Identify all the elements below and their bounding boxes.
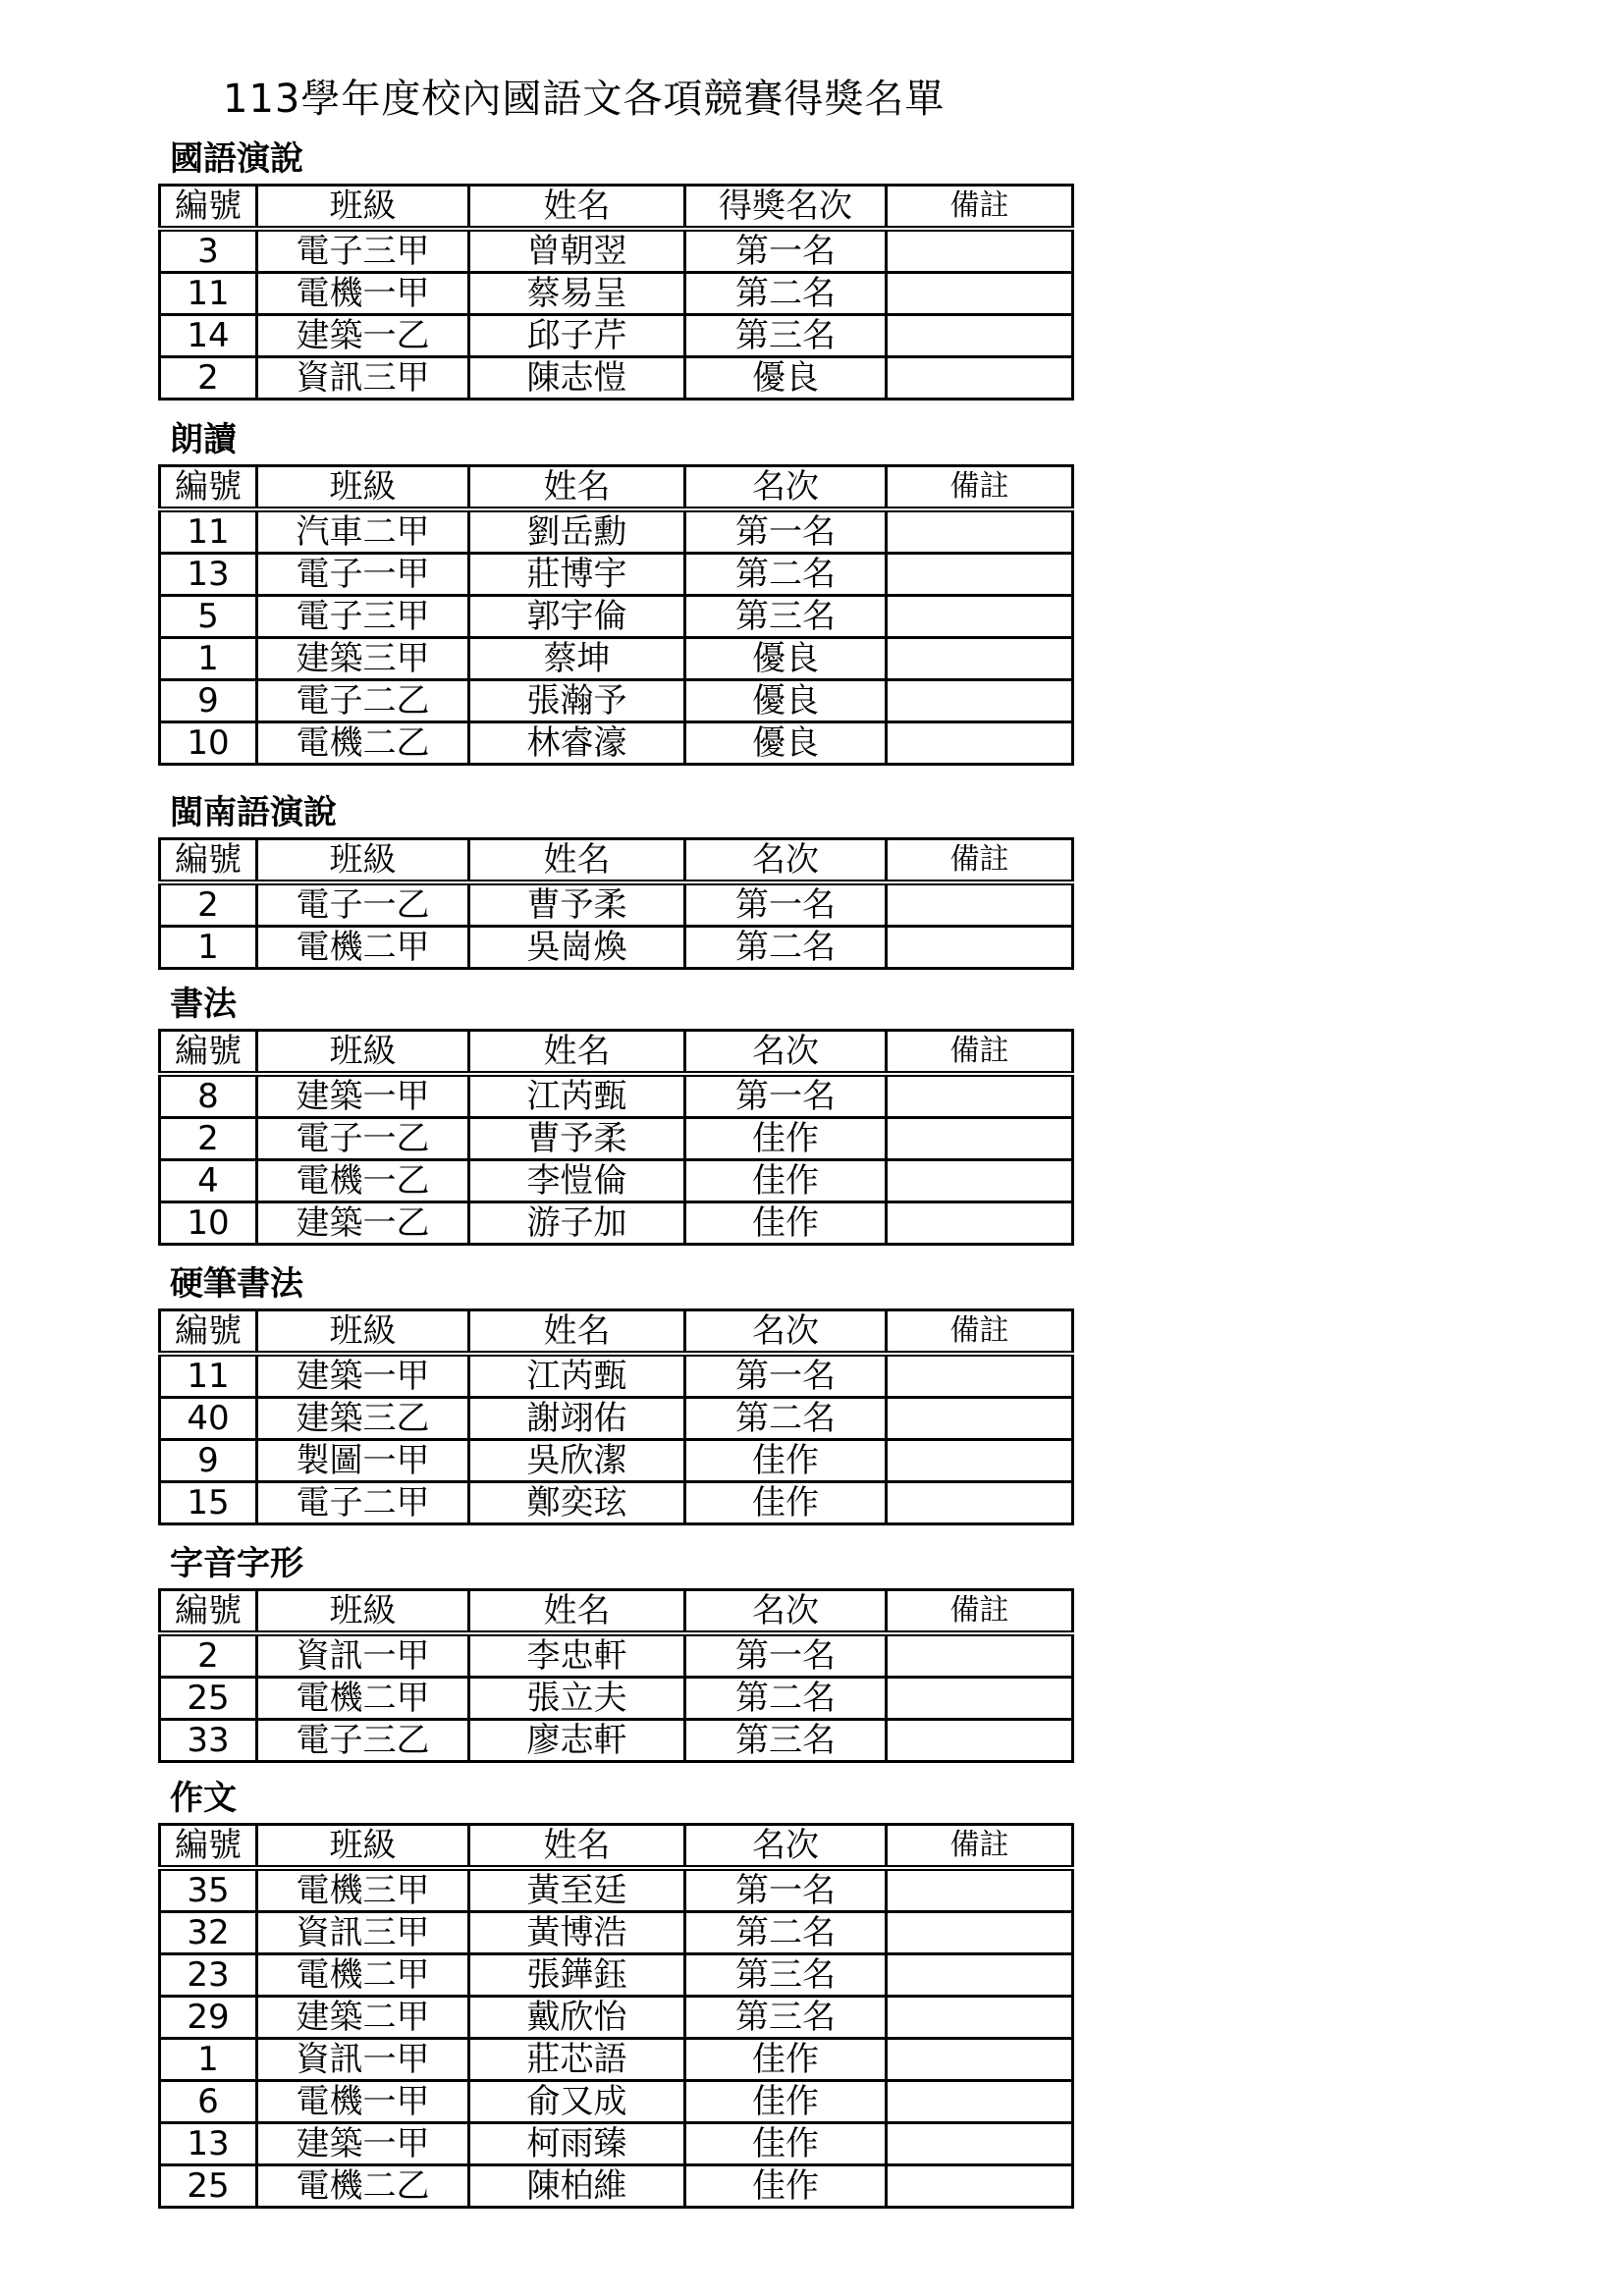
cell-class: 電子二乙 bbox=[257, 680, 469, 722]
table-header-row bbox=[160, 839, 1073, 883]
header-number: 編號 bbox=[160, 466, 257, 510]
cell-note bbox=[887, 315, 1073, 357]
cell-number: 5 bbox=[160, 596, 257, 638]
table-row bbox=[160, 1398, 1073, 1440]
cell-class: 電機二乙 bbox=[257, 722, 469, 765]
cell-note bbox=[887, 2123, 1073, 2165]
cell-name: 柯雨臻 bbox=[469, 2123, 685, 2165]
cell-class: 資訊一甲 bbox=[257, 2039, 469, 2081]
page-title: 113學年度校內國語文各項競賽得獎名單 bbox=[223, 77, 946, 122]
header-number: 編號 bbox=[160, 839, 257, 883]
cell-class: 電子三甲 bbox=[257, 229, 469, 273]
cell-class: 電子二甲 bbox=[257, 1482, 469, 1524]
cell-rank: 第二名 bbox=[685, 1678, 887, 1720]
cell-rank: 優良 bbox=[685, 722, 887, 765]
cell-rank: 第三名 bbox=[685, 1997, 887, 2039]
cell-number: 8 bbox=[160, 1074, 257, 1118]
header-note: 備註 bbox=[887, 466, 1073, 510]
cell-name: 俞又成 bbox=[469, 2081, 685, 2123]
cell-class: 電子三乙 bbox=[257, 1720, 469, 1762]
table-header-row bbox=[160, 186, 1073, 230]
cell-number: 2 bbox=[160, 1118, 257, 1160]
table-pen-calligraphy bbox=[158, 1308, 1074, 1525]
table-row bbox=[160, 1440, 1073, 1482]
cell-class: 電機二甲 bbox=[257, 1954, 469, 1997]
cell-number: 29 bbox=[160, 1997, 257, 2039]
cell-name: 莊博宇 bbox=[469, 554, 685, 596]
table-composition bbox=[158, 1823, 1074, 2209]
cell-note bbox=[887, 1202, 1073, 1245]
cell-rank: 第三名 bbox=[685, 315, 887, 357]
cell-number: 10 bbox=[160, 722, 257, 765]
cell-note bbox=[887, 2081, 1073, 2123]
header-number: 編號 bbox=[160, 1590, 257, 1634]
cell-rank: 第一名 bbox=[685, 882, 887, 927]
cell-note bbox=[887, 1118, 1073, 1160]
table-row bbox=[160, 273, 1073, 315]
cell-note bbox=[887, 1398, 1073, 1440]
table-row bbox=[160, 722, 1073, 765]
cell-number: 9 bbox=[160, 680, 257, 722]
header-name: 姓名 bbox=[469, 839, 685, 883]
table-row bbox=[160, 1482, 1073, 1524]
cell-rank: 佳作 bbox=[685, 1118, 887, 1160]
cell-class: 資訊三甲 bbox=[257, 1912, 469, 1954]
header-class: 班級 bbox=[257, 1825, 469, 1869]
header-class: 班級 bbox=[257, 186, 469, 230]
cell-note bbox=[887, 1912, 1073, 1954]
cell-rank: 第一名 bbox=[685, 1868, 887, 1912]
section-title-pronunciation: 字音字形 bbox=[170, 1544, 303, 1583]
cell-class: 電機二甲 bbox=[257, 1678, 469, 1720]
cell-rank: 佳作 bbox=[685, 2123, 887, 2165]
cell-number: 10 bbox=[160, 1202, 257, 1245]
header-note: 備註 bbox=[887, 186, 1073, 230]
cell-number: 2 bbox=[160, 357, 257, 400]
header-name: 姓名 bbox=[469, 1031, 685, 1075]
table-pronunciation bbox=[158, 1588, 1074, 1763]
cell-class: 電子三甲 bbox=[257, 596, 469, 638]
table-row bbox=[160, 1202, 1073, 1245]
cell-note bbox=[887, 1160, 1073, 1202]
cell-name: 林睿濠 bbox=[469, 722, 685, 765]
cell-note bbox=[887, 1354, 1073, 1398]
header-number: 編號 bbox=[160, 1031, 257, 1075]
cell-name: 蔡易呈 bbox=[469, 273, 685, 315]
cell-number: 14 bbox=[160, 315, 257, 357]
table-row bbox=[160, 509, 1073, 554]
table-row bbox=[160, 2039, 1073, 2081]
cell-note bbox=[887, 680, 1073, 722]
cell-number: 35 bbox=[160, 1868, 257, 1912]
cell-class: 電機一甲 bbox=[257, 273, 469, 315]
cell-note bbox=[887, 1997, 1073, 2039]
cell-name: 陳柏維 bbox=[469, 2165, 685, 2208]
header-note: 備註 bbox=[887, 1825, 1073, 1869]
cell-note bbox=[887, 927, 1073, 969]
header-note: 備註 bbox=[887, 1031, 1073, 1075]
cell-number: 1 bbox=[160, 638, 257, 680]
cell-number: 32 bbox=[160, 1912, 257, 1954]
cell-number: 15 bbox=[160, 1482, 257, 1524]
header-rank: 名次 bbox=[685, 1031, 887, 1075]
cell-rank: 優良 bbox=[685, 638, 887, 680]
cell-note bbox=[887, 596, 1073, 638]
header-rank: 名次 bbox=[685, 1825, 887, 1869]
section-title-minnan-speech: 閩南語演說 bbox=[170, 793, 337, 832]
cell-note bbox=[887, 722, 1073, 765]
table-row bbox=[160, 596, 1073, 638]
table-row bbox=[160, 1868, 1073, 1912]
table-row bbox=[160, 1678, 1073, 1720]
cell-rank: 佳作 bbox=[685, 1440, 887, 1482]
table-header-row bbox=[160, 466, 1073, 510]
header-name: 姓名 bbox=[469, 1590, 685, 1634]
table-header-row bbox=[160, 1590, 1073, 1634]
cell-note bbox=[887, 1954, 1073, 1997]
header-class: 班級 bbox=[257, 1310, 469, 1355]
table-row bbox=[160, 357, 1073, 400]
cell-rank: 優良 bbox=[685, 680, 887, 722]
table-row bbox=[160, 1912, 1073, 1954]
cell-number: 25 bbox=[160, 2165, 257, 2208]
cell-number: 1 bbox=[160, 2039, 257, 2081]
cell-number: 25 bbox=[160, 1678, 257, 1720]
table-row bbox=[160, 315, 1073, 357]
cell-number: 6 bbox=[160, 2081, 257, 2123]
table-row bbox=[160, 1118, 1073, 1160]
cell-class: 製圖一甲 bbox=[257, 1440, 469, 1482]
cell-name: 曹予柔 bbox=[469, 882, 685, 927]
table-reading bbox=[158, 464, 1074, 766]
cell-name: 郭宇倫 bbox=[469, 596, 685, 638]
cell-name: 陳志愷 bbox=[469, 357, 685, 400]
cell-name: 江芮甄 bbox=[469, 1074, 685, 1118]
table-header-row bbox=[160, 1310, 1073, 1355]
header-rank: 名次 bbox=[685, 839, 887, 883]
table-row bbox=[160, 2081, 1073, 2123]
header-name: 姓名 bbox=[469, 1825, 685, 1869]
table-mandarin-speech bbox=[158, 184, 1074, 400]
header-note: 備註 bbox=[887, 839, 1073, 883]
cell-rank: 佳作 bbox=[685, 2165, 887, 2208]
cell-class: 建築一甲 bbox=[257, 1354, 469, 1398]
cell-name: 邱子芹 bbox=[469, 315, 685, 357]
table-calligraphy bbox=[158, 1029, 1074, 1246]
table-minnan-speech bbox=[158, 837, 1074, 970]
cell-note bbox=[887, 1720, 1073, 1762]
cell-class: 電機二乙 bbox=[257, 2165, 469, 2208]
cell-rank: 第一名 bbox=[685, 509, 887, 554]
section-title-composition: 作文 bbox=[170, 1779, 237, 1818]
cell-note bbox=[887, 882, 1073, 927]
cell-name: 戴欣怡 bbox=[469, 1997, 685, 2039]
cell-number: 11 bbox=[160, 273, 257, 315]
cell-rank: 第一名 bbox=[685, 1354, 887, 1398]
header-rank: 名次 bbox=[685, 466, 887, 510]
cell-name: 吳崗煥 bbox=[469, 927, 685, 969]
table-row bbox=[160, 1633, 1073, 1678]
header-class: 班級 bbox=[257, 1590, 469, 1634]
cell-rank: 第三名 bbox=[685, 1720, 887, 1762]
cell-rank: 第二名 bbox=[685, 273, 887, 315]
cell-class: 建築一甲 bbox=[257, 2123, 469, 2165]
cell-name: 劉岳勳 bbox=[469, 509, 685, 554]
cell-note bbox=[887, 1868, 1073, 1912]
table-row bbox=[160, 2165, 1073, 2208]
section-title-reading: 朗讀 bbox=[170, 420, 237, 459]
cell-name: 廖志軒 bbox=[469, 1720, 685, 1762]
cell-number: 11 bbox=[160, 1354, 257, 1398]
table-row bbox=[160, 229, 1073, 273]
cell-class: 電機二甲 bbox=[257, 927, 469, 969]
cell-note bbox=[887, 273, 1073, 315]
cell-rank: 第二名 bbox=[685, 554, 887, 596]
cell-rank: 第一名 bbox=[685, 1074, 887, 1118]
table-row bbox=[160, 638, 1073, 680]
cell-note bbox=[887, 2039, 1073, 2081]
cell-number: 11 bbox=[160, 509, 257, 554]
cell-class: 電機一甲 bbox=[257, 2081, 469, 2123]
cell-name: 謝翊佑 bbox=[469, 1398, 685, 1440]
cell-note bbox=[887, 638, 1073, 680]
cell-class: 電子一乙 bbox=[257, 1118, 469, 1160]
table-header-row bbox=[160, 1031, 1073, 1075]
header-note: 備註 bbox=[887, 1590, 1073, 1634]
header-name: 姓名 bbox=[469, 466, 685, 510]
cell-rank: 第二名 bbox=[685, 1912, 887, 1954]
cell-note bbox=[887, 1440, 1073, 1482]
cell-name: 游子加 bbox=[469, 1202, 685, 1245]
cell-rank: 第一名 bbox=[685, 1633, 887, 1678]
cell-rank: 佳作 bbox=[685, 1202, 887, 1245]
cell-rank: 佳作 bbox=[685, 2081, 887, 2123]
cell-number: 40 bbox=[160, 1398, 257, 1440]
table-row bbox=[160, 554, 1073, 596]
cell-note bbox=[887, 1482, 1073, 1524]
cell-class: 建築二甲 bbox=[257, 1997, 469, 2039]
cell-name: 黃博浩 bbox=[469, 1912, 685, 1954]
cell-note bbox=[887, 357, 1073, 400]
cell-number: 2 bbox=[160, 882, 257, 927]
cell-class: 建築三甲 bbox=[257, 638, 469, 680]
cell-rank: 佳作 bbox=[685, 1160, 887, 1202]
header-rank: 名次 bbox=[685, 1590, 887, 1634]
cell-class: 建築一乙 bbox=[257, 315, 469, 357]
table-row bbox=[160, 1354, 1073, 1398]
cell-number: 13 bbox=[160, 2123, 257, 2165]
cell-rank: 第三名 bbox=[685, 596, 887, 638]
table-row bbox=[160, 2123, 1073, 2165]
cell-number: 23 bbox=[160, 1954, 257, 1997]
header-rank: 名次 bbox=[685, 1310, 887, 1355]
cell-rank: 佳作 bbox=[685, 2039, 887, 2081]
cell-class: 電機三甲 bbox=[257, 1868, 469, 1912]
cell-name: 黃至廷 bbox=[469, 1868, 685, 1912]
header-rank: 得獎名次 bbox=[685, 186, 887, 230]
cell-note bbox=[887, 1633, 1073, 1678]
section-title-pen-calligraphy: 硬筆書法 bbox=[170, 1264, 303, 1304]
table-row bbox=[160, 1160, 1073, 1202]
cell-number: 9 bbox=[160, 1440, 257, 1482]
cell-class: 建築一甲 bbox=[257, 1074, 469, 1118]
section-title-calligraphy: 書法 bbox=[170, 985, 237, 1024]
cell-name: 張鏵鈺 bbox=[469, 1954, 685, 1997]
table-row bbox=[160, 1720, 1073, 1762]
cell-note bbox=[887, 554, 1073, 596]
header-name: 姓名 bbox=[469, 1310, 685, 1355]
cell-number: 2 bbox=[160, 1633, 257, 1678]
cell-note bbox=[887, 229, 1073, 273]
cell-class: 建築三乙 bbox=[257, 1398, 469, 1440]
cell-number: 3 bbox=[160, 229, 257, 273]
header-number: 編號 bbox=[160, 186, 257, 230]
header-number: 編號 bbox=[160, 1310, 257, 1355]
table-row bbox=[160, 680, 1073, 722]
cell-rank: 第二名 bbox=[685, 1398, 887, 1440]
cell-class: 資訊一甲 bbox=[257, 1633, 469, 1678]
cell-name: 吳欣潔 bbox=[469, 1440, 685, 1482]
cell-name: 莊芯語 bbox=[469, 2039, 685, 2081]
header-number: 編號 bbox=[160, 1825, 257, 1869]
table-row bbox=[160, 1954, 1073, 1997]
cell-class: 電子一乙 bbox=[257, 882, 469, 927]
header-name: 姓名 bbox=[469, 186, 685, 230]
header-class: 班級 bbox=[257, 839, 469, 883]
cell-number: 13 bbox=[160, 554, 257, 596]
cell-rank: 第一名 bbox=[685, 229, 887, 273]
cell-name: 江芮甄 bbox=[469, 1354, 685, 1398]
cell-class: 汽車二甲 bbox=[257, 509, 469, 554]
header-class: 班級 bbox=[257, 466, 469, 510]
cell-rank: 優良 bbox=[685, 357, 887, 400]
cell-note bbox=[887, 1678, 1073, 1720]
cell-note bbox=[887, 509, 1073, 554]
table-row bbox=[160, 882, 1073, 927]
cell-number: 33 bbox=[160, 1720, 257, 1762]
table-header-row bbox=[160, 1825, 1073, 1869]
cell-note bbox=[887, 2165, 1073, 2208]
cell-name: 李愷倫 bbox=[469, 1160, 685, 1202]
cell-note bbox=[887, 1074, 1073, 1118]
cell-name: 張立夫 bbox=[469, 1678, 685, 1720]
cell-name: 李忠軒 bbox=[469, 1633, 685, 1678]
header-note: 備註 bbox=[887, 1310, 1073, 1355]
cell-class: 電子一甲 bbox=[257, 554, 469, 596]
cell-number: 1 bbox=[160, 927, 257, 969]
cell-name: 鄭奕玹 bbox=[469, 1482, 685, 1524]
cell-rank: 第二名 bbox=[685, 927, 887, 969]
header-class: 班級 bbox=[257, 1031, 469, 1075]
cell-class: 建築一乙 bbox=[257, 1202, 469, 1245]
cell-number: 4 bbox=[160, 1160, 257, 1202]
table-row bbox=[160, 1997, 1073, 2039]
cell-rank: 佳作 bbox=[685, 1482, 887, 1524]
cell-rank: 第三名 bbox=[685, 1954, 887, 1997]
cell-name: 曾朝翌 bbox=[469, 229, 685, 273]
section-title-mandarin-speech: 國語演說 bbox=[170, 139, 303, 179]
cell-class: 電機一乙 bbox=[257, 1160, 469, 1202]
cell-class: 資訊三甲 bbox=[257, 357, 469, 400]
cell-name: 曹予柔 bbox=[469, 1118, 685, 1160]
table-row bbox=[160, 1074, 1073, 1118]
table-row bbox=[160, 927, 1073, 969]
cell-name: 蔡坤 bbox=[469, 638, 685, 680]
cell-name: 張瀚予 bbox=[469, 680, 685, 722]
